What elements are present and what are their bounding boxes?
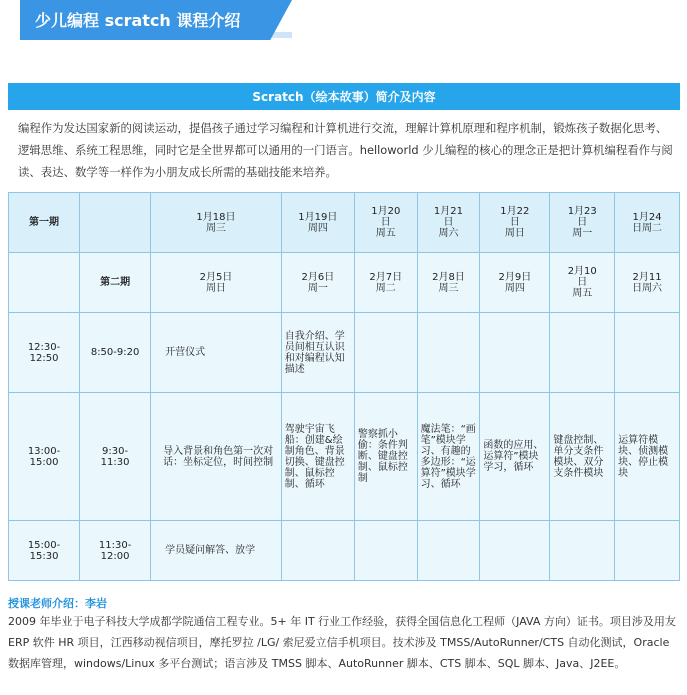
table-row — [9, 253, 680, 313]
table-cell: 导入背景和角色第一次对话：坐标定位，时间控制 — [151, 393, 282, 521]
table-cell: 驾驶宇宙飞船：创建&绘制角色、背景切换、键盘控制、鼠标控制、循环 — [281, 393, 354, 521]
table-cell: 1月20 日 周五 — [354, 193, 417, 253]
table-cell: 键盘控制、单分支条件模块、双分支条件模块 — [550, 393, 615, 521]
table-row — [9, 313, 680, 393]
table-cell — [480, 521, 550, 581]
table-cell — [480, 313, 550, 393]
table-row — [9, 521, 680, 581]
table-cell — [550, 521, 615, 581]
table-cell: 12:30- 12:50 — [9, 313, 80, 393]
table-cell: 2月9日 周四 — [480, 253, 550, 313]
table-cell: 2月5日 周日 — [151, 253, 282, 313]
table-cell: 1月21 日 周六 — [417, 193, 480, 253]
table-cell: 第一期 — [9, 193, 80, 253]
table-row — [9, 193, 680, 253]
table-cell — [417, 521, 480, 581]
table-cell: 2月8日 周三 — [417, 253, 480, 313]
table-cell: 2月11 日周六 — [615, 253, 680, 313]
table-cell: 魔法笔：“画笔”模块学习、有趣的多边形：“运算符”模块学习、循环 — [417, 393, 480, 521]
teacher-heading: 授课老师介绍：李岩 — [8, 597, 107, 610]
table-cell: 开营仪式 — [151, 313, 282, 393]
table-cell: 8:50-9:20 — [80, 313, 151, 393]
intro-text: 编程作为发达国家新的阅读运动，提倡孩子通过学习编程和计算机进行交流，理解计算机原理和程序机制，锻炼孩子数据化思考、逻辑思维、系统工程思维，同时它是全世界都可以通用的一门语言。helloworld 少儿编程的核心的理念正是把计算机编程看作与阅读、表达、数学等一样作为小朋友成长所需的基础技能来培养。 — [18, 121, 673, 179]
table-cell — [417, 313, 480, 393]
teacher-bio-text: 2009 年毕业于电子科技大学成都学院通信工程专业。5+ 年 IT 行业工作经验，获得全国信息化工程师（JAVA 方向）证书。项目涉及用友 ERP 软件 HR 项目，江西移动视信项目，摩托罗拉 /LG/ 索尼爱立信手机项目。技术涉及 TMSS/AutoRunner/CTS 自动化测试，Oracle 数据库管理，windows/Linux 多平台测试；语言涉及 TMSS 脚本、AutoRunner 脚本、CTS 脚本、SQL 脚本、Java、J2EE。 — [8, 615, 676, 670]
teacher-bio — [8, 611, 676, 674]
table-cell: 警察抓小偷：条件判断、键盘控制、鼠标控制 — [354, 393, 417, 521]
table-cell — [615, 521, 680, 581]
table-cell — [9, 253, 80, 313]
table-cell: 13:00- 15:00 — [9, 393, 80, 521]
table-cell: 1月24 日周二 — [615, 193, 680, 253]
section-title: Scratch（绘本故事）简介及内容 — [252, 90, 436, 104]
table-cell: 1月18日 周三 — [151, 193, 282, 253]
table-cell: 1月22 日 周日 — [480, 193, 550, 253]
table-cell: 2月7日 周二 — [354, 253, 417, 313]
table-cell: 第二期 — [80, 253, 151, 313]
table-cell — [354, 521, 417, 581]
table-row — [9, 393, 680, 521]
table-cell: 1月23 日 周一 — [550, 193, 615, 253]
table-cell — [615, 313, 680, 393]
table-cell: 9:30- 11:30 — [80, 393, 151, 521]
table-cell — [550, 313, 615, 393]
table-cell — [354, 313, 417, 393]
table-cell — [281, 521, 354, 581]
section-title-bar — [8, 83, 680, 110]
table-cell: 1月19日 周四 — [281, 193, 354, 253]
table-cell: 运算符模块、侦测模块、停止模块 — [615, 393, 680, 521]
table-cell: 2月6日 周一 — [281, 253, 354, 313]
page-title: 少儿编程 scratch 课程介绍 — [35, 11, 241, 30]
table-cell: 学员疑问解答、放学 — [151, 521, 282, 581]
intro-paragraph — [18, 117, 673, 183]
table-cell — [80, 193, 151, 253]
table-cell: 15:00- 15:30 — [9, 521, 80, 581]
table-cell: 函数的应用、运算符”模块学习，循环 — [480, 393, 550, 521]
table-cell: 自我介绍、学员间相互认识和对编程认知描述 — [281, 313, 354, 393]
schedule-table — [8, 192, 680, 581]
table-cell: 2月10 日 周五 — [550, 253, 615, 313]
table-cell: 11:30- 12:00 — [80, 521, 151, 581]
